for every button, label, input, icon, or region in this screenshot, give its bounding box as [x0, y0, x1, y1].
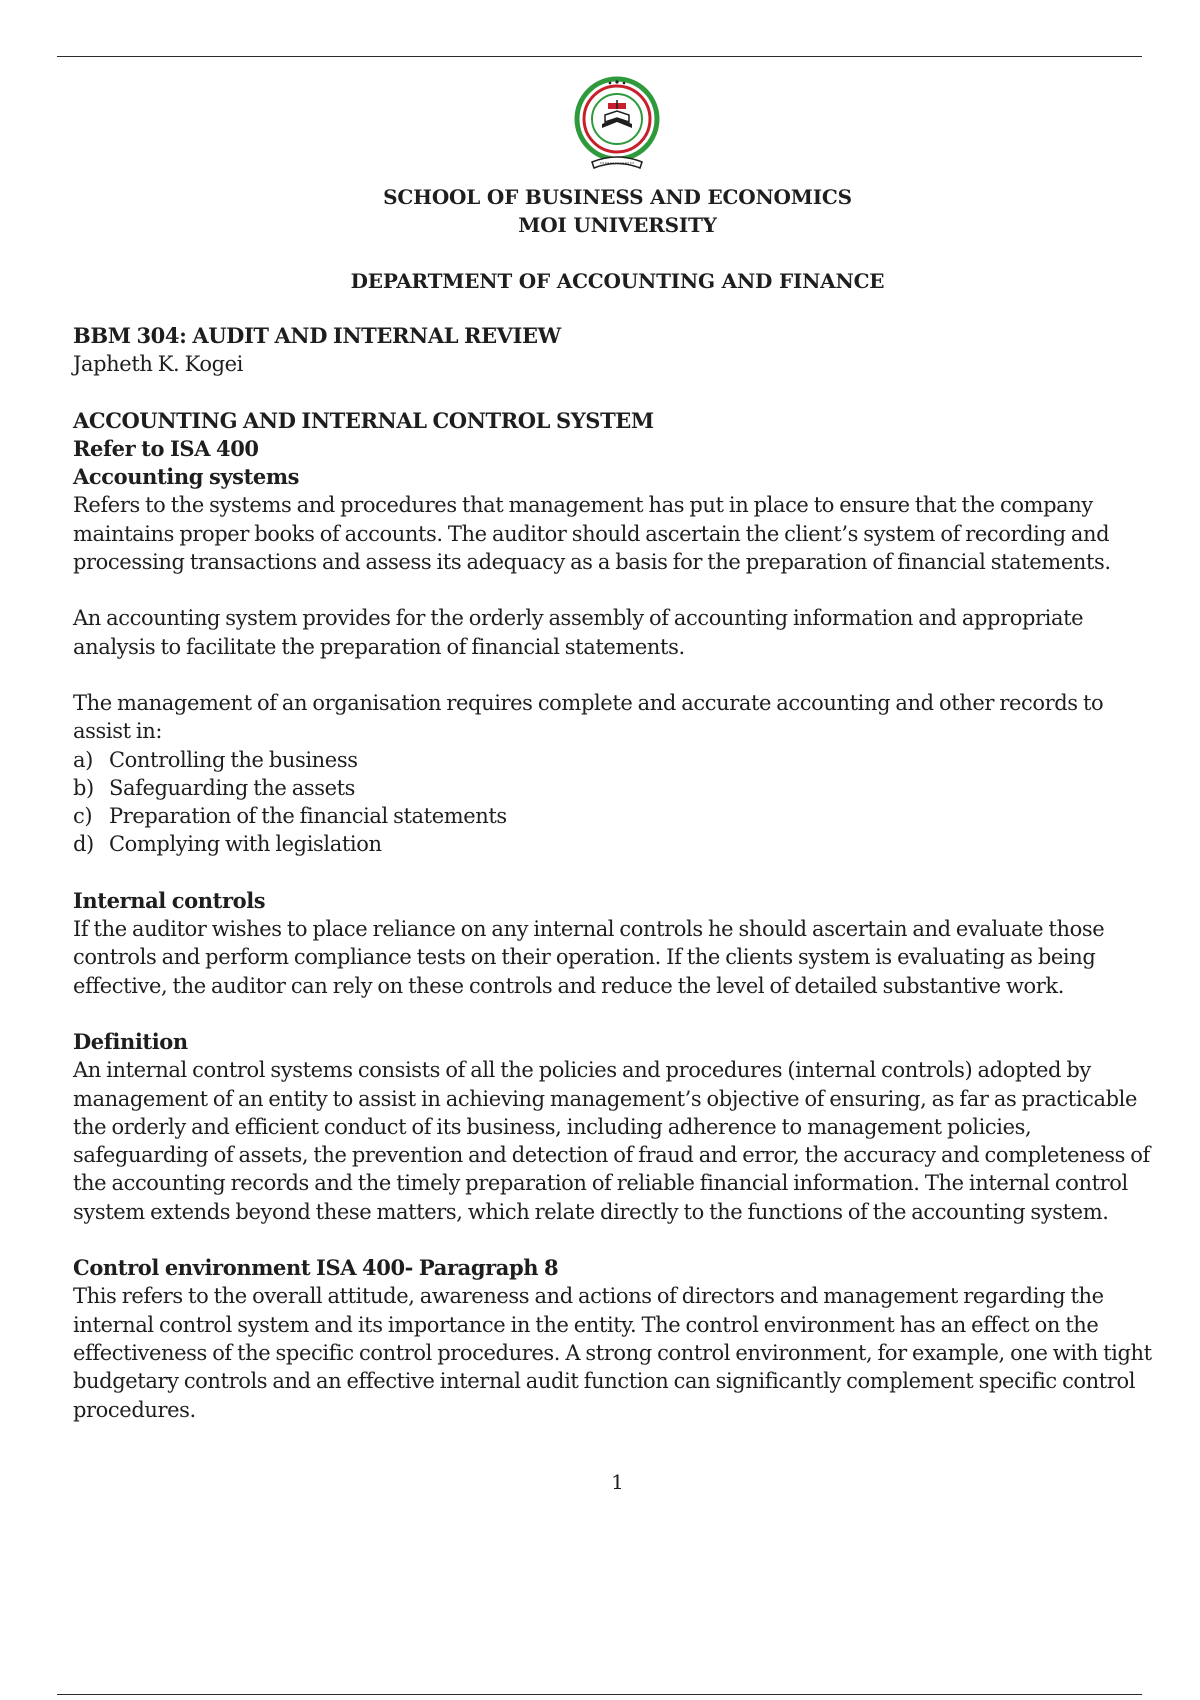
list-marker: a) — [73, 747, 93, 772]
list-marker: b) — [73, 775, 94, 800]
page-number: 1 — [611, 1470, 624, 1494]
list-item-text: Preparation of the financial statements — [109, 804, 507, 829]
department-name: DEPARTMENT OF ACCOUNTING AND FINANCE — [350, 269, 885, 293]
list-item — [73, 746, 1163, 774]
list-item — [73, 802, 1163, 830]
internal-controls-paragraph: If the auditor wishes to place reliance on any internal controls he should ascertain and evaluate those controls and perform compliance tests on their operation. If the clients system is evaluating as being effective, the auditor can rely on these controls and reduce the level of detailed substantive work. — [73, 917, 1105, 998]
list-item — [73, 830, 1163, 858]
document-body — [73, 322, 1163, 1424]
control-environment-paragraph: This refers to the overall attitude, awareness and actions of directors and management regarding the internal control system and its importance in the entity. The control environment has an effect on the effectiveness of the specific control procedures. A strong control environment, for example, one with tight budgetary controls and an effective internal audit function can significantly complement specific control procedures. — [73, 1284, 1152, 1422]
accounting-systems-paragraph-2: An accounting system provides for the orderly assembly of accounting information and appropriate analysis to facilitate the preparation of financial statements. — [73, 606, 1084, 659]
accounting-systems-heading: Accounting systems — [73, 464, 300, 490]
list-item — [73, 774, 1163, 802]
main-title: ACCOUNTING AND INTERNAL CONTROL SYSTEM — [73, 407, 654, 433]
definition-paragraph: An internal control systems consists of all the policies and procedures (internal controls) adopted by management of an entity to assist in achieving management’s objective of ensuring, as far as practicable the orderly and efficient conduct of its business, including adherence to management policies, safeguarding of assets, the prevention and detection of fraud and error, the accuracy and completeness of the accounting records and the timely preparation of reliable financial information. The internal control system extends beyond these matters, which relate directly to the functions of the accounting system. — [73, 1058, 1150, 1224]
control-environment-heading: Control environment ISA 400- Paragraph 8 — [73, 1255, 559, 1281]
accounting-systems-paragraph-3: The management of an organisation requires complete and accurate accounting and other records to assist in: — [73, 690, 1104, 744]
school-name: SCHOOL OF BUSINESS AND ECONOMICS — [383, 185, 852, 209]
course-title: BBM 304: AUDIT AND INTERNAL REVIEW — [73, 323, 561, 348]
list-item-text: Complying with legislation — [109, 832, 382, 857]
university-seal-logo — [572, 72, 662, 180]
lecturer-name: Japheth K. Kogei — [73, 352, 243, 377]
top-rule — [57, 56, 1142, 57]
isa-reference: Refer to ISA 400 — [73, 435, 259, 461]
list-item-text: Safeguarding the assets — [109, 775, 356, 800]
definition-heading: Definition — [73, 1028, 188, 1054]
list-marker: d) — [73, 832, 94, 857]
list-marker: c) — [73, 804, 93, 829]
university-name: MOI UNIVERSITY — [518, 213, 717, 237]
management-needs-list — [73, 746, 1163, 859]
list-item-text: Controlling the business — [109, 747, 358, 772]
accounting-systems-paragraph-1: Refers to the systems and procedures that management has put in place to ensure that the company maintains proper books of accounts. The auditor should ascertain the client’s system of recording and processing transactions and assess its adequacy as a basis for the preparation of financial statements. — [73, 493, 1111, 575]
bottom-rule — [57, 1694, 1142, 1695]
internal-controls-heading: Internal controls — [73, 887, 266, 913]
